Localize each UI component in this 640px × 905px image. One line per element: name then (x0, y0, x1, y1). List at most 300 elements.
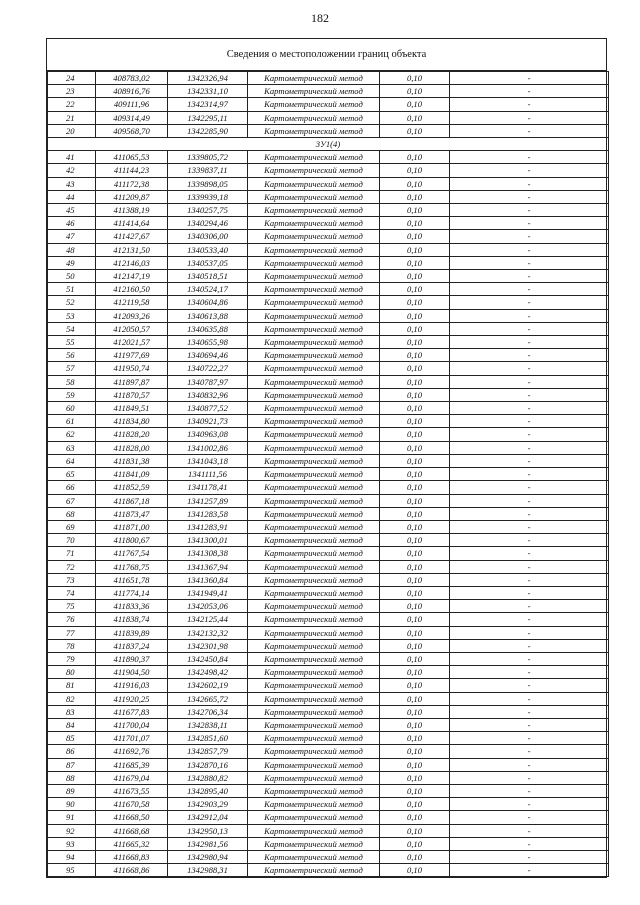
point-number-cell: 95 (48, 864, 96, 877)
page-number: 182 (311, 11, 329, 25)
accuracy-cell: 0,10 (380, 190, 450, 203)
x-coordinate-cell: 411916,03 (96, 679, 168, 692)
note-cell: - (450, 613, 609, 626)
point-number-cell: 70 (48, 534, 96, 547)
table-row (48, 613, 609, 626)
point-number-cell: 93 (48, 837, 96, 850)
accuracy-cell: 0,10 (380, 362, 450, 375)
method-cell: Картометрический метод (248, 837, 380, 850)
accuracy-cell: 0,10 (380, 745, 450, 758)
note-cell: - (450, 388, 609, 401)
accuracy-cell: 0,10 (380, 243, 450, 256)
y-coordinate-cell: 1342706,34 (168, 705, 248, 718)
table-row (48, 336, 609, 349)
note-cell: - (450, 692, 609, 705)
x-coordinate-cell: 411867,18 (96, 494, 168, 507)
note-cell: - (450, 811, 609, 824)
point-number-cell: 90 (48, 798, 96, 811)
note-cell: - (450, 850, 609, 863)
x-coordinate-cell: 411920,25 (96, 692, 168, 705)
table-row (48, 745, 609, 758)
accuracy-cell: 0,10 (380, 85, 450, 98)
accuracy-cell: 0,10 (380, 560, 450, 573)
note-cell: - (450, 322, 609, 335)
accuracy-cell: 0,10 (380, 534, 450, 547)
method-cell: Картометрический метод (248, 402, 380, 415)
x-coordinate-cell: 411839,89 (96, 626, 168, 639)
method-cell: Картометрический метод (248, 454, 380, 467)
accuracy-cell: 0,10 (380, 692, 450, 705)
table-row (48, 98, 609, 111)
note-cell: - (450, 402, 609, 415)
method-cell: Картометрический метод (248, 600, 380, 613)
note-cell: - (450, 454, 609, 467)
accuracy-cell: 0,10 (380, 586, 450, 599)
method-cell: Картометрический метод (248, 309, 380, 322)
note-cell: - (450, 190, 609, 203)
accuracy-cell: 0,10 (380, 705, 450, 718)
note-cell: - (450, 798, 609, 811)
table-row (48, 758, 609, 771)
x-coordinate-cell: 411427,67 (96, 230, 168, 243)
note-cell: - (450, 639, 609, 652)
accuracy-cell: 0,10 (380, 296, 450, 309)
note-cell: - (450, 256, 609, 269)
x-coordinate-cell: 412147,19 (96, 270, 168, 283)
method-cell: Картометрический метод (248, 388, 380, 401)
note-cell: - (450, 824, 609, 837)
y-coordinate-cell: 1341178,41 (168, 481, 248, 494)
method-cell: Картометрический метод (248, 784, 380, 797)
note-cell: - (450, 283, 609, 296)
note-cell: - (450, 732, 609, 745)
table-row (48, 415, 609, 428)
accuracy-cell: 0,10 (380, 230, 450, 243)
table-row (48, 850, 609, 863)
x-coordinate-cell: 411668,50 (96, 811, 168, 824)
point-number-cell: 85 (48, 732, 96, 745)
y-coordinate-cell: 1340635,88 (168, 322, 248, 335)
x-coordinate-cell: 411834,80 (96, 415, 168, 428)
method-cell: Картометрический метод (248, 375, 380, 388)
note-cell: - (450, 679, 609, 692)
y-coordinate-cell: 1339898,05 (168, 177, 248, 190)
accuracy-cell: 0,10 (380, 164, 450, 177)
y-coordinate-cell: 1340877,52 (168, 402, 248, 415)
boundary-table-container (46, 38, 607, 878)
accuracy-cell: 0,10 (380, 428, 450, 441)
table-row (48, 718, 609, 731)
table-row (48, 666, 609, 679)
y-coordinate-cell: 1342880,82 (168, 771, 248, 784)
method-cell: Картометрический метод (248, 639, 380, 652)
method-cell: Картометрический метод (248, 586, 380, 599)
method-cell: Картометрический метод (248, 441, 380, 454)
y-coordinate-cell: 1341949,41 (168, 586, 248, 599)
y-coordinate-cell: 1341367,94 (168, 560, 248, 573)
x-coordinate-cell: 412160,50 (96, 283, 168, 296)
x-coordinate-cell: 411828,20 (96, 428, 168, 441)
x-coordinate-cell: 411897,87 (96, 375, 168, 388)
table-row (48, 204, 609, 217)
table-row (48, 441, 609, 454)
note-cell: - (450, 534, 609, 547)
note-cell: - (450, 837, 609, 850)
point-number-cell: 48 (48, 243, 96, 256)
method-cell: Картометрический метод (248, 547, 380, 560)
y-coordinate-cell: 1341283,91 (168, 520, 248, 533)
method-cell: Картометрический метод (248, 322, 380, 335)
table-row (48, 177, 609, 190)
y-coordinate-cell: 1340524,17 (168, 283, 248, 296)
table-row (48, 784, 609, 797)
point-number-cell: 21 (48, 111, 96, 124)
point-number-cell: 54 (48, 322, 96, 335)
table-row (48, 190, 609, 203)
x-coordinate-cell: 411831,38 (96, 454, 168, 467)
x-coordinate-cell: 411065,53 (96, 151, 168, 164)
point-number-cell: 47 (48, 230, 96, 243)
x-coordinate-cell: 411670,58 (96, 798, 168, 811)
x-coordinate-cell: 411144,23 (96, 164, 168, 177)
y-coordinate-cell: 1340537,05 (168, 256, 248, 269)
point-number-cell: 62 (48, 428, 96, 441)
table-row (48, 507, 609, 520)
y-coordinate-cell: 1342980,94 (168, 850, 248, 863)
accuracy-cell: 0,10 (380, 600, 450, 613)
point-number-cell: 73 (48, 573, 96, 586)
y-coordinate-cell: 1342450,84 (168, 652, 248, 665)
note-cell: - (450, 243, 609, 256)
x-coordinate-cell: 409568,70 (96, 124, 168, 137)
x-coordinate-cell: 411668,83 (96, 850, 168, 863)
method-cell: Картометрический метод (248, 481, 380, 494)
note-cell: - (450, 85, 609, 98)
boundary-coordinates-table (47, 71, 609, 877)
method-cell: Картометрический метод (248, 732, 380, 745)
method-cell: Картометрический метод (248, 428, 380, 441)
accuracy-cell: 0,10 (380, 402, 450, 415)
x-coordinate-cell: 411209,87 (96, 190, 168, 203)
x-coordinate-cell: 411685,39 (96, 758, 168, 771)
x-coordinate-cell: 411388,19 (96, 204, 168, 217)
x-coordinate-cell: 411677,83 (96, 705, 168, 718)
table-row (48, 652, 609, 665)
point-number-cell: 80 (48, 666, 96, 679)
y-coordinate-cell: 1342498,42 (168, 666, 248, 679)
point-number-cell: 79 (48, 652, 96, 665)
point-number-cell: 42 (48, 164, 96, 177)
accuracy-cell: 0,10 (380, 375, 450, 388)
x-coordinate-cell: 411849,51 (96, 402, 168, 415)
method-cell: Картометрический метод (248, 204, 380, 217)
note-cell: - (450, 415, 609, 428)
note-cell: - (450, 164, 609, 177)
accuracy-cell: 0,10 (380, 864, 450, 877)
table-row (48, 481, 609, 494)
y-coordinate-cell: 1339939,18 (168, 190, 248, 203)
method-cell: Картометрический метод (248, 111, 380, 124)
method-cell: Картометрический метод (248, 758, 380, 771)
method-cell: Картометрический метод (248, 230, 380, 243)
point-number-cell: 61 (48, 415, 96, 428)
accuracy-cell: 0,10 (380, 270, 450, 283)
y-coordinate-cell: 1342988,31 (168, 864, 248, 877)
x-coordinate-cell: 411870,57 (96, 388, 168, 401)
accuracy-cell: 0,10 (380, 494, 450, 507)
table-row (48, 454, 609, 467)
x-coordinate-cell: 411800,67 (96, 534, 168, 547)
method-cell: Картометрический метод (248, 771, 380, 784)
method-cell: Картометрический метод (248, 283, 380, 296)
y-coordinate-cell: 1342665,72 (168, 692, 248, 705)
method-cell: Картометрический метод (248, 177, 380, 190)
accuracy-cell: 0,10 (380, 204, 450, 217)
accuracy-cell: 0,10 (380, 626, 450, 639)
table-row (48, 164, 609, 177)
section-header-row (48, 138, 609, 151)
x-coordinate-cell: 411651,78 (96, 573, 168, 586)
note-cell: - (450, 784, 609, 797)
x-coordinate-cell: 411841,09 (96, 468, 168, 481)
y-coordinate-cell: 1342838,11 (168, 718, 248, 731)
point-number-cell: 41 (48, 151, 96, 164)
table-row (48, 811, 609, 824)
table-row (48, 85, 609, 98)
y-coordinate-cell: 1340518,51 (168, 270, 248, 283)
method-cell: Картометрический метод (248, 745, 380, 758)
method-cell: Картометрический метод (248, 652, 380, 665)
point-number-cell: 72 (48, 560, 96, 573)
note-cell: - (450, 230, 609, 243)
point-number-cell: 67 (48, 494, 96, 507)
point-number-cell: 20 (48, 124, 96, 137)
y-coordinate-cell: 1341043,18 (168, 454, 248, 467)
y-coordinate-cell: 1342331,10 (168, 85, 248, 98)
table-row (48, 256, 609, 269)
method-cell: Картометрический метод (248, 666, 380, 679)
x-coordinate-cell: 411871,00 (96, 520, 168, 533)
point-number-cell: 82 (48, 692, 96, 705)
y-coordinate-cell: 1342285,90 (168, 124, 248, 137)
table-row (48, 798, 609, 811)
x-coordinate-cell: 411890,37 (96, 652, 168, 665)
table-row (48, 494, 609, 507)
note-cell: - (450, 468, 609, 481)
accuracy-cell: 0,10 (380, 415, 450, 428)
x-coordinate-cell: 411668,68 (96, 824, 168, 837)
note-cell: - (450, 745, 609, 758)
table-row (48, 573, 609, 586)
method-cell: Картометрический метод (248, 415, 380, 428)
point-number-cell: 91 (48, 811, 96, 824)
x-coordinate-cell: 412146,03 (96, 256, 168, 269)
x-coordinate-cell: 411873,47 (96, 507, 168, 520)
method-cell: Картометрический метод (248, 494, 380, 507)
y-coordinate-cell: 1342950,13 (168, 824, 248, 837)
accuracy-cell: 0,10 (380, 217, 450, 230)
note-cell: - (450, 507, 609, 520)
x-coordinate-cell: 411767,54 (96, 547, 168, 560)
method-cell: Картометрический метод (248, 811, 380, 824)
point-number-cell: 50 (48, 270, 96, 283)
y-coordinate-cell: 1340722,27 (168, 362, 248, 375)
table-body (48, 72, 609, 877)
accuracy-cell: 0,10 (380, 283, 450, 296)
table-row (48, 296, 609, 309)
note-cell: - (450, 270, 609, 283)
method-cell: Картометрический метод (248, 85, 380, 98)
accuracy-cell: 0,10 (380, 758, 450, 771)
y-coordinate-cell: 1340921,73 (168, 415, 248, 428)
method-cell: Картометрический метод (248, 151, 380, 164)
note-cell: - (450, 309, 609, 322)
y-coordinate-cell: 1341257,89 (168, 494, 248, 507)
y-coordinate-cell: 1342301,98 (168, 639, 248, 652)
x-coordinate-cell: 411837,24 (96, 639, 168, 652)
accuracy-cell: 0,10 (380, 349, 450, 362)
accuracy-cell: 0,10 (380, 850, 450, 863)
x-coordinate-cell: 412093,26 (96, 309, 168, 322)
table-row (48, 349, 609, 362)
method-cell: Картометрический метод (248, 190, 380, 203)
table-row (48, 679, 609, 692)
x-coordinate-cell: 412131,50 (96, 243, 168, 256)
note-cell: - (450, 349, 609, 362)
accuracy-cell: 0,10 (380, 481, 450, 494)
point-number-cell: 87 (48, 758, 96, 771)
x-coordinate-cell: 412050,57 (96, 322, 168, 335)
point-number-cell: 68 (48, 507, 96, 520)
method-cell: Картометрический метод (248, 217, 380, 230)
method-cell: Картометрический метод (248, 98, 380, 111)
note-cell: - (450, 177, 609, 190)
note-cell: - (450, 652, 609, 665)
x-coordinate-cell: 411904,50 (96, 666, 168, 679)
x-coordinate-cell: 411950,74 (96, 362, 168, 375)
note-cell: - (450, 547, 609, 560)
note-cell: - (450, 705, 609, 718)
y-coordinate-cell: 1340655,98 (168, 336, 248, 349)
point-number-cell: 60 (48, 402, 96, 415)
accuracy-cell: 0,10 (380, 98, 450, 111)
accuracy-cell: 0,10 (380, 322, 450, 335)
note-cell: - (450, 111, 609, 124)
section-header: 3У1(4) (48, 138, 609, 151)
y-coordinate-cell: 1342132,32 (168, 626, 248, 639)
method-cell: Картометрический метод (248, 718, 380, 731)
x-coordinate-cell: 411852,59 (96, 481, 168, 494)
x-coordinate-cell: 411774,14 (96, 586, 168, 599)
method-cell: Картометрический метод (248, 824, 380, 837)
y-coordinate-cell: 1342851,60 (168, 732, 248, 745)
note-cell: - (450, 98, 609, 111)
x-coordinate-cell: 411700,04 (96, 718, 168, 731)
y-coordinate-cell: 1342981,56 (168, 837, 248, 850)
point-number-cell: 71 (48, 547, 96, 560)
table-row (48, 362, 609, 375)
note-cell: - (450, 626, 609, 639)
x-coordinate-cell: 411768,75 (96, 560, 168, 573)
point-number-cell: 49 (48, 256, 96, 269)
y-coordinate-cell: 1340604,86 (168, 296, 248, 309)
table-row (48, 322, 609, 335)
accuracy-cell: 0,10 (380, 520, 450, 533)
y-coordinate-cell: 1342053,06 (168, 600, 248, 613)
accuracy-cell: 0,10 (380, 613, 450, 626)
table-row (48, 270, 609, 283)
method-cell: Картометрический метод (248, 679, 380, 692)
note-cell: - (450, 336, 609, 349)
y-coordinate-cell: 1340306,00 (168, 230, 248, 243)
point-number-cell: 51 (48, 283, 96, 296)
point-number-cell: 46 (48, 217, 96, 230)
x-coordinate-cell: 412119,58 (96, 296, 168, 309)
point-number-cell: 57 (48, 362, 96, 375)
table-row (48, 375, 609, 388)
note-cell: - (450, 151, 609, 164)
y-coordinate-cell: 1342326,94 (168, 72, 248, 85)
table-row (48, 309, 609, 322)
x-coordinate-cell: 411701,07 (96, 732, 168, 745)
note-cell: - (450, 217, 609, 230)
table-row (48, 600, 609, 613)
point-number-cell: 44 (48, 190, 96, 203)
x-coordinate-cell: 411828,00 (96, 441, 168, 454)
y-coordinate-cell: 1341300,01 (168, 534, 248, 547)
method-cell: Картометрический метод (248, 573, 380, 586)
y-coordinate-cell: 1341002,86 (168, 441, 248, 454)
table-row (48, 151, 609, 164)
table-row (48, 547, 609, 560)
table-row (48, 402, 609, 415)
note-cell: - (450, 481, 609, 494)
y-coordinate-cell: 1342602,19 (168, 679, 248, 692)
table-row (48, 230, 609, 243)
table-row (48, 72, 609, 85)
point-number-cell: 88 (48, 771, 96, 784)
accuracy-cell: 0,10 (380, 111, 450, 124)
point-number-cell: 52 (48, 296, 96, 309)
method-cell: Картометрический метод (248, 507, 380, 520)
note-cell: - (450, 560, 609, 573)
method-cell: Картометрический метод (248, 613, 380, 626)
y-coordinate-cell: 1342895,40 (168, 784, 248, 797)
table-row (48, 824, 609, 837)
accuracy-cell: 0,10 (380, 732, 450, 745)
table-row (48, 692, 609, 705)
point-number-cell: 78 (48, 639, 96, 652)
x-coordinate-cell: 411668,86 (96, 864, 168, 877)
accuracy-cell: 0,10 (380, 639, 450, 652)
point-number-cell: 75 (48, 600, 96, 613)
point-number-cell: 69 (48, 520, 96, 533)
point-number-cell: 53 (48, 309, 96, 322)
x-coordinate-cell: 411679,04 (96, 771, 168, 784)
point-number-cell: 86 (48, 745, 96, 758)
y-coordinate-cell: 1340533,40 (168, 243, 248, 256)
y-coordinate-cell: 1341308,38 (168, 547, 248, 560)
point-number-cell: 63 (48, 441, 96, 454)
y-coordinate-cell: 1342295,11 (168, 111, 248, 124)
method-cell: Картометрический метод (248, 243, 380, 256)
table-row (48, 243, 609, 256)
y-coordinate-cell: 1340257,75 (168, 204, 248, 217)
table-row (48, 864, 609, 877)
x-coordinate-cell: 411414,64 (96, 217, 168, 230)
note-cell: - (450, 600, 609, 613)
note-cell: - (450, 864, 609, 877)
